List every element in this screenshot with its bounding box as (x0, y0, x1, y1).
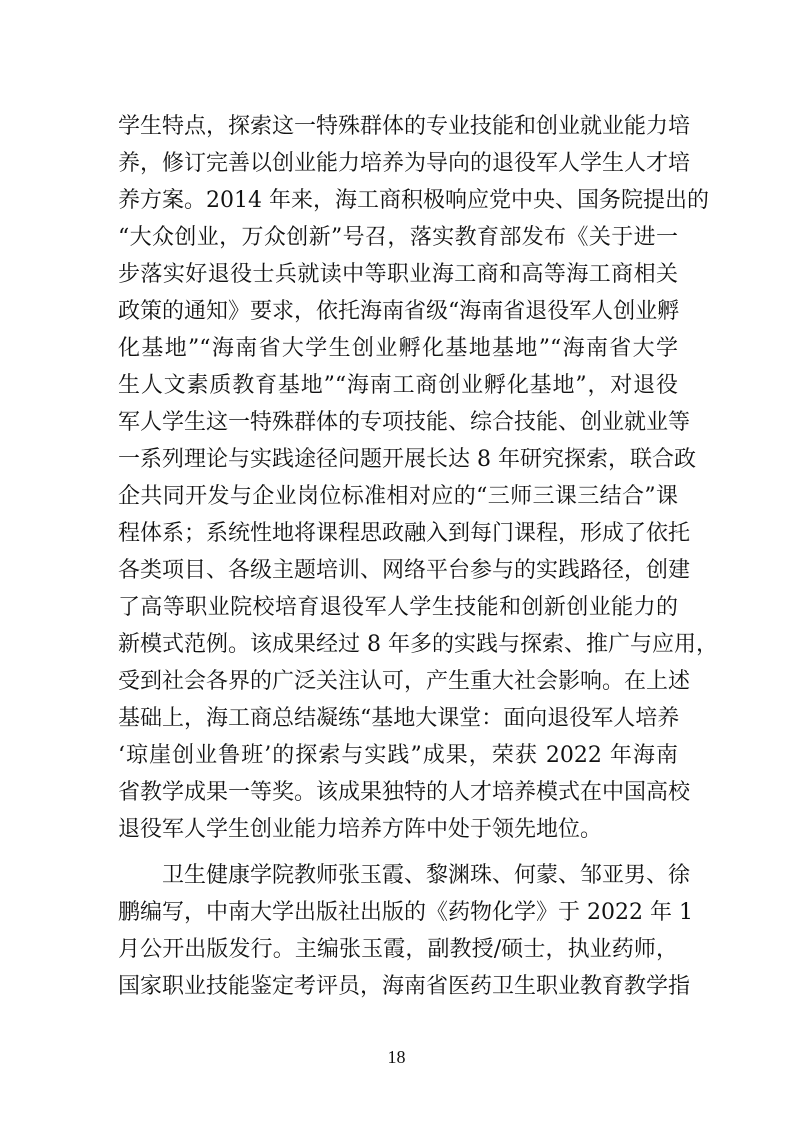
paragraph-1-line-7: 化基地”“海南省大学生创业孵化基地基地”“海南省大学 (118, 336, 678, 361)
paragraph-1-line-17: 基础上，海工商总结凝练“基地大课堂：面向退役军人培养 (118, 706, 680, 731)
paragraph-1-line-19: 省教学成果一等奖。该成果独特的人才培养模式在中国高校 (118, 780, 691, 805)
paragraph-1-line-15: 新模式范例。该成果经过 8 年多的实践与探索、推广与应用， (118, 632, 718, 657)
paragraph-1-line-9: 军人学生这一特殊群体的专项技能、综合技能、创业就业等 (118, 410, 691, 435)
paragraph-1-line-13: 各类项目、各级主题培训、网络平台参与的实践路径，创建 (118, 558, 691, 583)
paragraph-2-line-2: 鹏编写，中南大学出版社出版的《药物化学》于 2022 年 1 (118, 900, 693, 925)
paragraph-1-line-5: 步落实好退役士兵就读中等职业海工商和高等海工商相关 (118, 262, 678, 287)
paragraph-1-line-10: 一系列理论与实践途径问题开展长达 8 年研究探索，联合政 (118, 447, 696, 472)
paragraph-1-line-14: 了高等职业院校培育退役军人学生技能和创新创业能力的 (118, 595, 678, 620)
paragraph-2-line-1: 卫生健康学院教师张玉霞、黎渊珠、何蒙、邹亚男、徐 (162, 863, 691, 888)
page-number: 18 (387, 1047, 406, 1067)
paragraph-1-line-6: 政策的通知》要求，依托海南省级“海南省退役军人创业孵 (118, 299, 680, 324)
paragraph-1-line-11: 企共同开发与企业岗位标准相对应的“三师三课三结合”课 (118, 484, 678, 509)
paragraph-1-line-8: 生人文素质教育基地”“海南工商创业孵化基地”，对退役 (118, 373, 678, 398)
paragraph-1-line-4: “大众创业，万众创新”号召，落实教育部发布《关于进一 (118, 225, 678, 250)
paragraph-1-line-12: 程体系；系统性地将课程思政融入到每门课程，形成了依托 (118, 521, 691, 546)
paragraph-2-line-3: 月公开出版发行。主编张玉霞，副教授/硕士，执业药师， (118, 937, 678, 962)
paragraph-1-line-16: 受到社会各界的广泛关注认可，产生重大社会影响。在上述 (118, 669, 691, 694)
paragraph-1-line-2: 养，修订完善以创业能力培养为导向的退役军人学生人才培 (118, 151, 691, 176)
paragraph-2-line-4: 国家职业技能鉴定考评员，海南省医药卫生职业教育教学指 (118, 974, 691, 999)
paragraph-1-line-18: ‘琼崖创业鲁班’的探索与实践”成果，荣获 2022 年海南 (118, 743, 678, 768)
paragraph-1-line-20: 退役军人学生创业能力培养方阵中处于领先地位。 (118, 817, 603, 842)
paragraph-1-line-1: 学生特点，探索这一特殊群体的专业技能和创业就业能力培 (118, 114, 691, 139)
paragraph-1-line-3: 养方案。2014 年来，海工商积极响应党中央、国务院提出的 (118, 188, 709, 213)
